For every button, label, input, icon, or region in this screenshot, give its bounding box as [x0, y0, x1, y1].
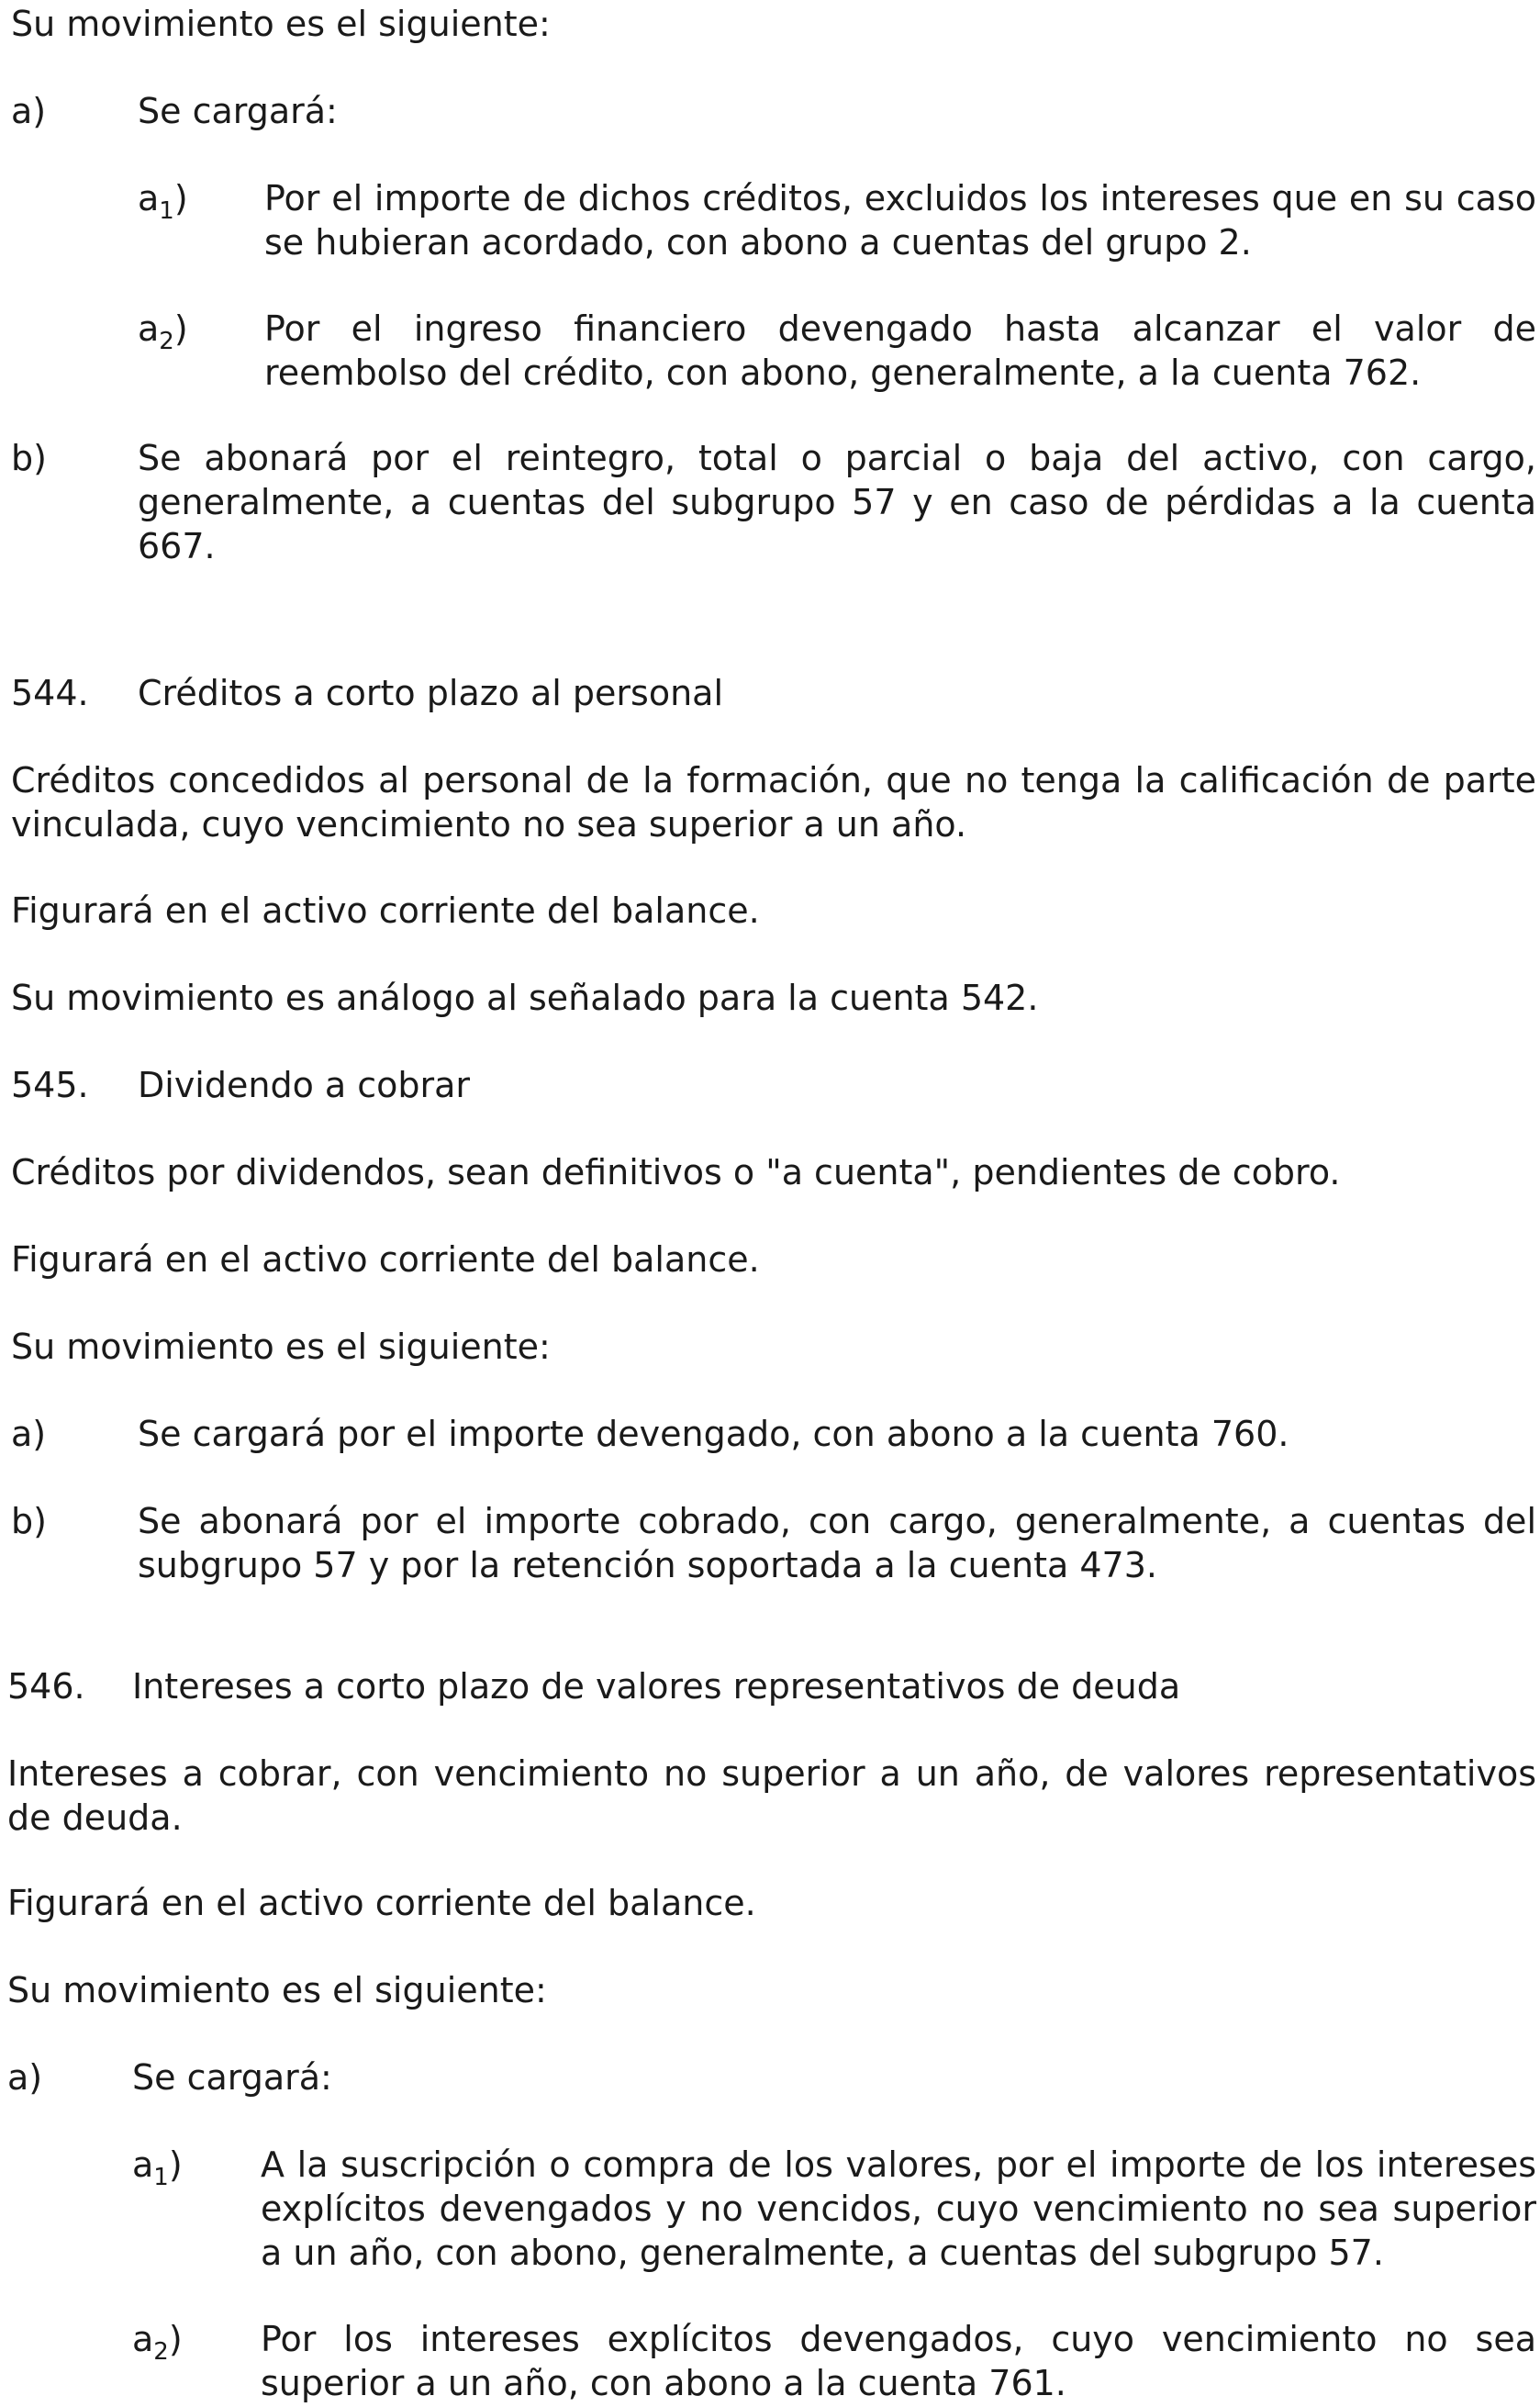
list-label: b) — [11, 438, 47, 478]
paragraph: Su movimiento es el siguiente: — [7, 1970, 547, 2010]
list-item-a — [7, 2055, 1536, 2099]
list-item-a1 — [11, 2143, 1536, 2275]
list-label: b) — [11, 1501, 47, 1541]
list-item-b — [11, 436, 1536, 568]
list-item-a — [11, 89, 1536, 133]
section-title: Créditos a corto plazo al personal — [138, 673, 724, 713]
section-number: 544. — [11, 673, 89, 713]
sublist-label: $a_1$) — [138, 178, 188, 225]
list-label: a) — [11, 91, 47, 131]
sublist-text: A la suscripción o compra de los valores, por el importe de los intereses explícitos devengados y no vencidos, cuyo vencimiento no sea superior a un año, con abono, generalmente, a cuentas del subgrupo 57. — [261, 2144, 1536, 2273]
paragraph: Intereses a cobrar, con vencimiento no superior a un año, de valores representativos de deuda. — [7, 1753, 1536, 1838]
list-label: a) — [11, 1414, 47, 1454]
list-item-a2 — [11, 2317, 1536, 2405]
paragraph: Figurará en el activo corriente del balance. — [11, 1239, 760, 1280]
list-text: Se abonará por el reintegro, total o parcial o baja del activo, con cargo, generalmente, a cuentas del subgrupo 57 y en caso de pérdidas a la cuenta 667. — [138, 438, 1536, 566]
paragraph: Créditos por dividendos, sean definitivos o "a cuenta", pendientes de cobro. — [11, 1152, 1341, 1192]
list-item-a — [11, 1412, 1536, 1456]
list-label: a) — [7, 2057, 43, 2098]
paragraph: Su movimiento es el siguiente: — [11, 1327, 551, 1367]
section-number: 545. — [11, 1065, 89, 1105]
sublist-text: Por los intereses explícitos devengados, cuyo vencimiento no sea superior a un año, con abono a la cuenta 761. — [261, 2319, 1536, 2403]
sublist-label: $a_1$) — [132, 2144, 183, 2191]
sublist-label: $a_2$) — [138, 308, 188, 355]
sublist-label: $a_2$) — [132, 2319, 183, 2366]
section-number: 546. — [7, 1666, 85, 1707]
sublist-text: Por el ingreso financiero devengado hasta alcanzar el valor de reembolso del crédito, con abono, generalmente, a la cuenta 762. — [264, 308, 1536, 393]
list-text: Se cargará por el importe devengado, con abono a la cuenta 760. — [138, 1414, 1289, 1454]
section-heading-546 — [7, 1664, 1536, 1708]
list-item-b — [11, 1499, 1536, 1587]
paragraph: Figurará en el activo corriente del balance. — [11, 890, 760, 931]
list-text: Se cargará: — [138, 91, 338, 131]
paragraph: Créditos concedidos al personal de la formación, que no tenga la calificación de parte vinculada, cuyo vencimiento no sea superior a un año. — [11, 760, 1536, 845]
list-item-a2 — [11, 307, 1536, 395]
section-heading-545 — [11, 1063, 1536, 1107]
section-heading-544 — [11, 671, 1536, 715]
sublist-text: Por el importe de dichos créditos, excluidos los intereses que en su caso se hubieran acordado, con abono a cuentas del grupo 2. — [264, 178, 1536, 263]
list-text: Se abonará por el importe cobrado, con cargo, generalmente, a cuentas del subgrupo 57 y por la retención soportada a la cuenta 473. — [138, 1501, 1536, 1585]
section-title: Dividendo a cobrar — [138, 1065, 471, 1105]
section-title: Intereses a corto plazo de valores representativos de deuda — [132, 1666, 1181, 1707]
paragraph: Figurará en el activo corriente del balance. — [7, 1883, 756, 1923]
list-text: Se cargará: — [132, 2057, 332, 2098]
list-item-a1 — [11, 176, 1536, 264]
paragraph-movimiento: Su movimiento es el siguiente: — [11, 4, 551, 44]
paragraph: Su movimiento es análogo al señalado para la cuenta 542. — [11, 978, 1039, 1018]
